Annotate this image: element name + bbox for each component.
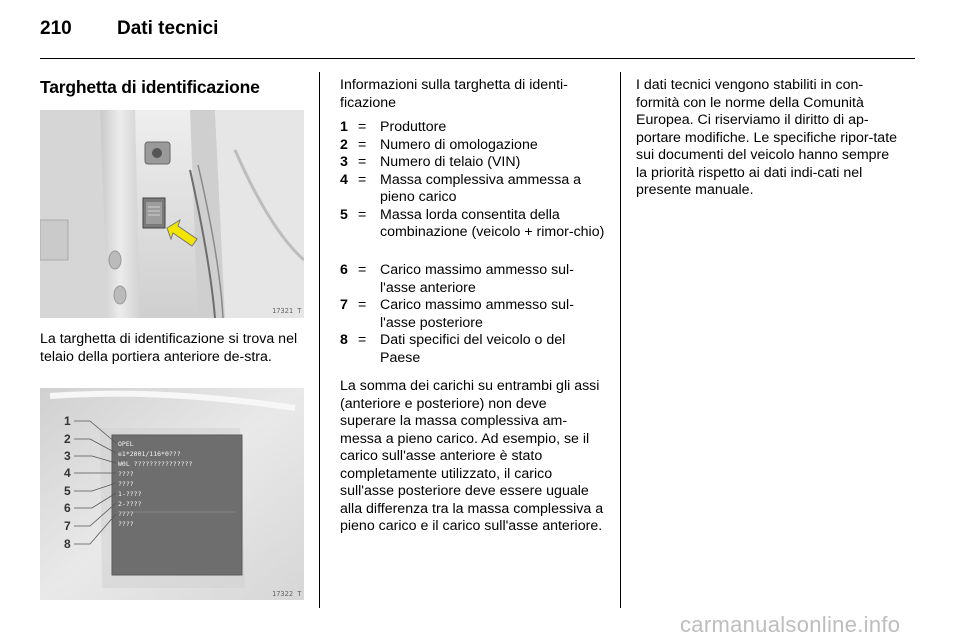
svg-text:1-????: 1-???? [118,490,142,498]
list-item: 1 = Produttore [340,119,447,135]
list-item: 7 = Carico massimo ammesso sul-l'asse posteriore [340,297,574,331]
list-item: 8 = Dati specifici del veicolo o del Paese [340,332,566,366]
door-frame-photo [40,110,304,318]
page-number: 210 [40,18,72,39]
label-5: 5 [64,484,71,498]
label-6: 6 [64,501,71,515]
svg-text:2-????: 2-???? [118,500,142,508]
svg-text:OPEL: OPEL [118,440,134,448]
svg-text:????: ???? [118,470,134,478]
list-item: 3 = Numero di telaio (VIN) [340,154,521,170]
chapter-title: Dati tecnici [117,18,219,39]
label-3: 3 [64,449,71,463]
list-item: 6 = Carico massimo ammesso sul-l'asse anteriore [340,262,574,296]
id-plate-photo [40,388,304,600]
column-divider-2 [620,72,621,608]
figure2-code: 17322 T [272,590,302,598]
list-item: 4 = Massa complessiva ammessa a pieno carico [340,171,582,205]
figure1-code: 17321 T [272,307,302,315]
svg-text:????: ???? [118,480,134,488]
watermark: carmanualsonline.info [680,612,901,637]
column-divider-1 [319,72,320,608]
svg-text:e1*2001/116*0???: e1*2001/116*0??? [118,450,181,458]
label-2: 2 [64,432,71,446]
svg-text:????: ???? [118,520,134,528]
list-intro: Informazioni sulla targhetta di identi-ficazione [340,77,568,111]
label-4: 4 [64,466,71,480]
load-paragraph: La somma dei carichi su entrambi gli assi (anteriore e posteriore) non deve superare la massa complessiva am-messa a pieno carico. Ad esempio, se il carico sull'asse anteriore è stato completamente utilizzato, il carico sull'asse posteriore deve essere uguale alla differenza tra la massa complessiva a pieno carico e il carico sull'asse anteriore. [340,378,604,534]
list-item: 5 = Massa lorda consentita della combinazione (veicolo + rimor-chio) [340,206,605,240]
figure1-caption: La targhetta di identificazione si trova nel telaio della portiera anteriore de-stra. [40,331,298,365]
label-7: 7 [64,519,71,533]
section-heading: Targhetta di identificazione [40,77,260,97]
header-divider [40,58,915,59]
list-item: 2 = Numero di omologazione [340,136,538,153]
svg-text:W0L ???????????????: W0L ??????????????? [118,460,193,468]
svg-text:????: ???? [118,510,134,518]
label-8: 8 [64,537,71,551]
technical-data-paragraph: I dati tecnici vengono stabiliti in con-formità con le norme della Comunità Europea. Ci riserviamo il diritto di ap-portare modifiche. Le specifiche ripor-tate sui documenti del veicolo hanno sempre la priorità rispetto ai dati indi-cati nel presente manuale. [636,77,898,198]
label-1: 1 [64,414,71,428]
